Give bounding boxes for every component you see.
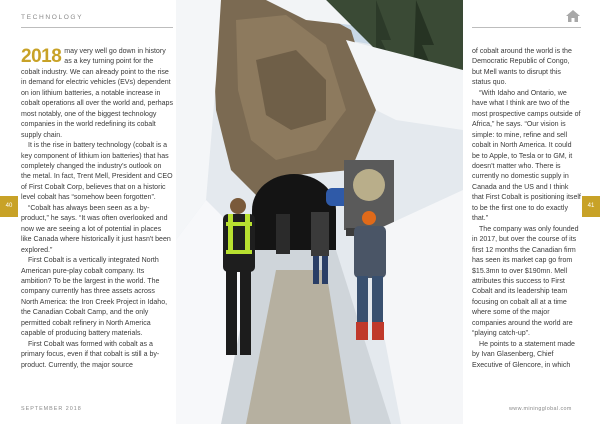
page-number-left: 40 bbox=[0, 196, 18, 217]
left-article-column bbox=[21, 47, 173, 371]
footer-date: SEPTEMBER 2018 bbox=[21, 406, 82, 412]
mine-tunnel-photo bbox=[176, 0, 463, 424]
drop-cap: 2018 bbox=[21, 46, 62, 67]
paragraph: First Cobalt is a vertically integrated North American pure-play cobalt company. Its ambition? To be the largest in the world. The company currently has three assets across North America: the Iron Creek Project in Idaho, the Canadian Cobalt Camp, and the only permitted cobalt refinery in North America capable of producing battery materials. bbox=[21, 257, 168, 338]
paragraph: First Cobalt was formed with cobalt as a primary focus, even if that cobalt is still a by-product. Currently, the major source bbox=[21, 340, 160, 369]
paragraph: It is the rise in battery technology (cobalt is a key component of lithium ion batteries) that has completely changed the industry's outlook on the metal. In fact, Trent Mell, President and CEO of First Cobalt Corp, believes that on a historic level cobalt has “somehow been forgotten”. bbox=[21, 142, 173, 202]
paragraph: “Cobalt has always been seen as a by-product,” he says. “It was often overlooked and now we are seeing a lot of potential in places like Canada where historically it just hasn't been explored.” bbox=[21, 204, 171, 254]
right-article-column bbox=[472, 47, 581, 371]
home-icon[interactable] bbox=[565, 9, 581, 23]
paragraph: The company was only founded in 2017, but over the course of its first 12 months the Canadian firm has seen its market cap go from $15.3mn to over $190mn. Mell attributes this success to First Cobalt and its leadership team focusing on cobalt all at a time where some of the major companies around the world are “playing catch-up”. bbox=[472, 225, 579, 338]
paragraph-text: may very well go down in history as a key turning point for the cobalt industry. We can already point to the rise in demand for electric vehicles (EVs) dependent on ion lithium batteries, a notable increase in cobalt operations all over the world and, perhaps most notably, one of the biggest technology companies in the world redefining its cobalt supply chain. bbox=[21, 48, 173, 139]
footer-website[interactable]: www.miningglobal.com bbox=[509, 406, 572, 412]
header-rule-right bbox=[472, 27, 581, 28]
paragraph: of cobalt around the world is the Democratic Republic of Congo, but Mell wants to disrupt this status quo. bbox=[472, 48, 572, 87]
photo-illustration bbox=[176, 0, 463, 424]
paragraph bbox=[21, 47, 173, 141]
header-rule-left bbox=[21, 27, 173, 28]
section-label: TECHNOLOGY bbox=[21, 14, 84, 21]
paragraph: “With Idaho and Ontario, we have what I think are two of the most prospective camps outside of Africa,” he says. “Our vision is simple: to mine, refine and sell cobalt in North America. It could be to Apple, to Tesla or to GM, it doesn't matter who. There is currently no domestic supply in Canada and the US and I think that First Cobalt is positioning itself to be the first one to do exactly that.” bbox=[472, 89, 581, 223]
paragraph: He points to a statement made by Ivan Glasenberg, Chief Executive of Glencore, in which bbox=[472, 340, 575, 369]
page-number-right: 41 bbox=[582, 196, 600, 217]
